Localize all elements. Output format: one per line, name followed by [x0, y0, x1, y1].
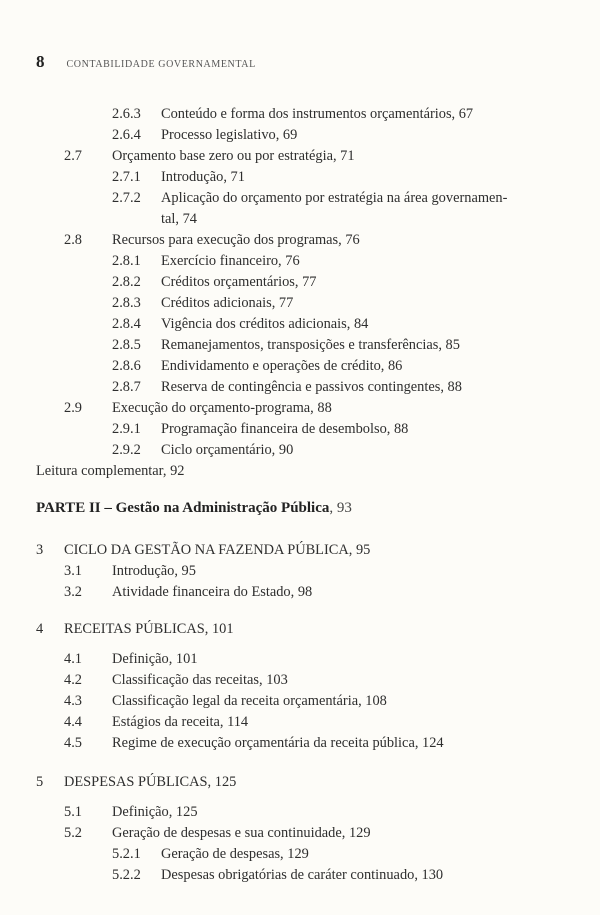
toc-entry-title: CICLO DA GESTÃO NA FAZENDA PÚBLICA, 95: [64, 542, 371, 558]
toc-entry-title: Definição, 101: [112, 651, 198, 667]
toc-entry-number: 3.1: [64, 563, 82, 579]
toc-entry-number: 4.3: [64, 693, 82, 709]
toc-entry-number: 4.4: [64, 714, 82, 730]
part-page: , 93: [329, 500, 352, 516]
toc-entry-title: Orçamento base zero ou por estratégia, 71: [112, 148, 355, 164]
toc-entry-title: Estágios da receita, 114: [112, 714, 249, 730]
toc-entry-title: Introdução, 95: [112, 563, 196, 579]
page-header: [36, 52, 256, 72]
toc-entry-title: Aplicação do orçamento por estratégia na área governamen-: [161, 190, 508, 206]
toc-entry-title: Exercício financeiro, 76: [161, 253, 300, 269]
toc-entry-number: 5.2.1: [112, 846, 141, 862]
toc-entry-title: RECEITAS PÚBLICAS, 101: [64, 621, 234, 637]
toc-entry-number: 2.6.4: [112, 127, 141, 143]
toc-entry-number: 4.2: [64, 672, 82, 688]
toc-entry-number: 2.7: [64, 148, 82, 164]
running-title: CONTABILIDADE GOVERNAMENTAL: [66, 59, 256, 70]
toc-entry-number: 2.9: [64, 400, 82, 416]
toc-entry-title: Processo legislativo, 69: [161, 127, 298, 143]
page-number: 8: [36, 52, 45, 71]
toc-entry-number: 2.8.4: [112, 316, 141, 332]
toc-entry-title: Leitura complementar, 92: [36, 463, 185, 479]
toc-entry-number: 2.9.1: [112, 421, 141, 437]
toc-entry-title: Introdução, 71: [161, 169, 245, 185]
toc-entry-title: DESPESAS PÚBLICAS, 125: [64, 774, 237, 790]
toc-entry-number: 4.1: [64, 651, 82, 667]
toc-entry-title: Ciclo orçamentário, 90: [161, 442, 294, 458]
toc-entry-number: 5: [36, 774, 44, 790]
toc-entry-number: 2.8: [64, 232, 82, 248]
toc-entry-title: Regime de execução orçamentária da receita pública, 124: [112, 735, 444, 751]
toc-entry-number: 4.5: [64, 735, 82, 751]
toc-entry-title: Endividamento e operações de crédito, 86: [161, 358, 403, 374]
toc-entry-number: 2.9.2: [112, 442, 141, 458]
toc-entry-title: Geração de despesas e sua continuidade, 129: [112, 825, 371, 841]
toc-entry-title: Classificação legal da receita orçamentária, 108: [112, 693, 387, 709]
toc-entry-title: Despesas obrigatórias de caráter continuado, 130: [161, 867, 444, 883]
part-label: PARTE II – Gestão na Administração Pública: [36, 500, 330, 516]
toc-entry-title: Remanejamentos, transposições e transferências, 85: [161, 337, 460, 353]
toc-entry-title: Atividade financeira do Estado, 98: [112, 584, 313, 600]
toc-entry-number: 2.7.2: [112, 190, 141, 206]
toc-entry-number: 2.6.3: [112, 106, 141, 122]
toc-entry-number: 2.8.5: [112, 337, 141, 353]
toc-entry-number: 2.8.1: [112, 253, 141, 269]
toc-entry-title: Recursos para execução dos programas, 76: [112, 232, 360, 248]
toc-entry-title: Geração de despesas, 129: [161, 846, 309, 862]
toc-entry-title: Vigência dos créditos adicionais, 84: [161, 316, 369, 332]
part-heading: [36, 499, 352, 518]
toc-entry-number: 5.2: [64, 825, 82, 841]
toc-entry-number: 3.2: [64, 584, 82, 600]
toc-entry-number: 3: [36, 542, 44, 558]
toc-entry-number: 4: [36, 621, 44, 637]
toc-entry-title: Programação financeira de desembolso, 88: [161, 421, 409, 437]
toc-entry-title: Reserva de contingência e passivos contingentes, 88: [161, 379, 462, 395]
toc-entry-number: 2.8.6: [112, 358, 141, 374]
toc-entry-title: Créditos adicionais, 77: [161, 295, 294, 311]
toc-entry-number: 2.8.7: [112, 379, 141, 395]
toc-entry-title: Definição, 125: [112, 804, 198, 820]
toc-entry-number: 2.8.3: [112, 295, 141, 311]
toc-entry-title: Execução do orçamento-programa, 88: [112, 400, 332, 416]
toc-entry-title: Classificação das receitas, 103: [112, 672, 288, 688]
toc-entry-title: Créditos orçamentários, 77: [161, 274, 317, 290]
toc-entry-number: 5.2.2: [112, 867, 141, 883]
toc-entry-number: 2.8.2: [112, 274, 141, 290]
toc-entry-title: Conteúdo e forma dos instrumentos orçamentários, 67: [161, 106, 474, 122]
toc-entry-number: 5.1: [64, 804, 82, 820]
toc-entry-number: 2.7.1: [112, 169, 141, 185]
toc-entry-title: tal, 74: [161, 211, 197, 227]
